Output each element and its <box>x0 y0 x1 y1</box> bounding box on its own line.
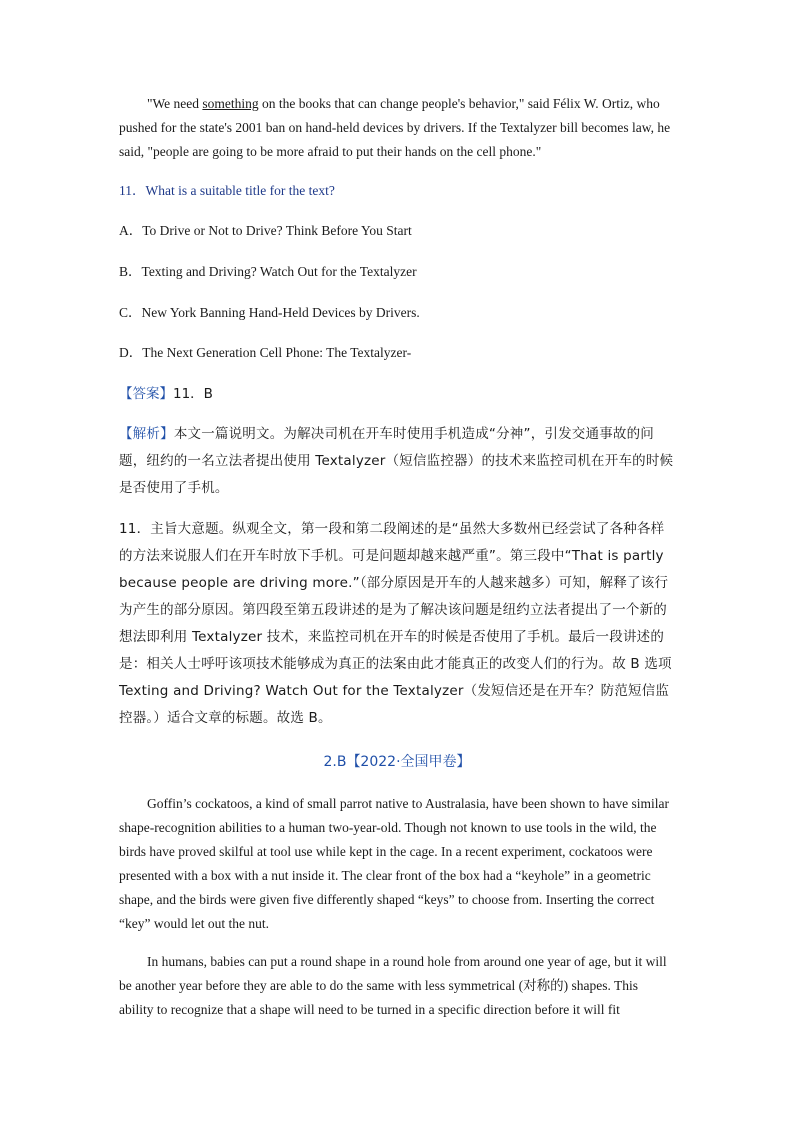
option-text: New York Banning Hand-Held Devices by Drivers. <box>141 305 420 320</box>
option-text: To Drive or Not to Drive? Think Before You Start <box>142 223 412 238</box>
analysis-text: 本文一篇说明文。为解决司机在开车时使用手机造成“分神”，引发交通事故的问题，纽约的一名立法者提出使用 Textalyzer（短信监控器）的技术来监控司机在开车的时候是否使用了手机。 <box>119 426 674 496</box>
passage-paragraph-1: Goffin’s cockatoos, a kind of small parrot native to Australasia, have been shown to have similar shape-recognition abilities to a human two-year-old. Though not known to use tools in the wild, the birds have proved skilful at tool use while kept in the cage. In a recent experiment, cockatoos were presented with a box with a nut inside it. The clear front of the box had a “keyhole” in a geometric shape, and the birds were given five differently shaped “keys” to choose from. Inserting the correct “key” would let out the nut. <box>119 796 669 931</box>
question-11 <box>119 181 679 201</box>
explanation-paragraph: 11．主旨大意题。纵观全文，第一段和第二段阐述的是“虽然大多数州已经尝试了各种各样的方法来说服人们在开车时放下手机。可是问题却越来越严重”。第三段中“That is partly because people are driving more.”（部分原因是开车的人越来越多）可知，解释了该行为产生的部分原因。第四段至第五段讲述的是为了解决该问题是纽约立法者提出了一个新的想法即利用 Textalyzer 技术，来监控司机在开车的时候是否使用了手机。最后一段讲述的是：相关人士呼吁该项技术能够成为真正的法案由此才能真正的改变人们的行为。故 B 选项 Texting and Driving? Watch Out for the Textalyzer（发短信还是在开车？防范短信监控器。）适合文章的标题。故选 B。 <box>119 521 672 726</box>
option-b <box>119 262 679 282</box>
answer-line <box>119 384 679 404</box>
option-letter: C． <box>119 305 142 320</box>
analysis-label: 【解析】 <box>119 426 174 442</box>
section-heading <box>0 751 794 773</box>
passage-paragraph-quote <box>119 92 675 164</box>
passage-paragraph-2: In humans, babies can put a round shape in a round hole from around one year of age, but it will be another year before they are able to do the same with less symmetrical (对称的) shapes. This ability to recognize that a shape will need to be turned in a specific direction before it will fit <box>119 954 667 1017</box>
option-letter: A． <box>119 223 143 238</box>
option-a <box>119 221 679 241</box>
quote-text-rest: on the books that can change people's behavior," said Félix W. Ortiz, who pushed for the state's 2001 ban on hand-held devices by drivers. If the Textalyzer bill becomes law, he said, "people are going to be more afraid to put their hands on the cell phone." <box>119 96 671 159</box>
option-d <box>119 343 679 363</box>
analysis-paragraph <box>119 421 675 502</box>
option-text: The Next Generation Cell Phone: The Textalyzer- <box>142 345 412 360</box>
option-text: Texting and Driving? Watch Out for the Textalyzer <box>141 264 417 279</box>
question-number: 11． <box>119 183 146 198</box>
option-c <box>119 303 679 323</box>
option-letter: D． <box>119 345 143 360</box>
quote-text-start: "We need <box>147 96 203 111</box>
section-source: 【2022·全国甲卷】 <box>346 754 471 770</box>
question-text: What is a suitable title for the text? <box>145 183 335 198</box>
option-letter: B． <box>119 264 142 279</box>
answer-label: 【答案】 <box>119 386 173 402</box>
answer-value: 11．B <box>173 386 213 402</box>
section-number: 2.B <box>323 754 347 770</box>
underlined-word: something <box>202 96 259 111</box>
